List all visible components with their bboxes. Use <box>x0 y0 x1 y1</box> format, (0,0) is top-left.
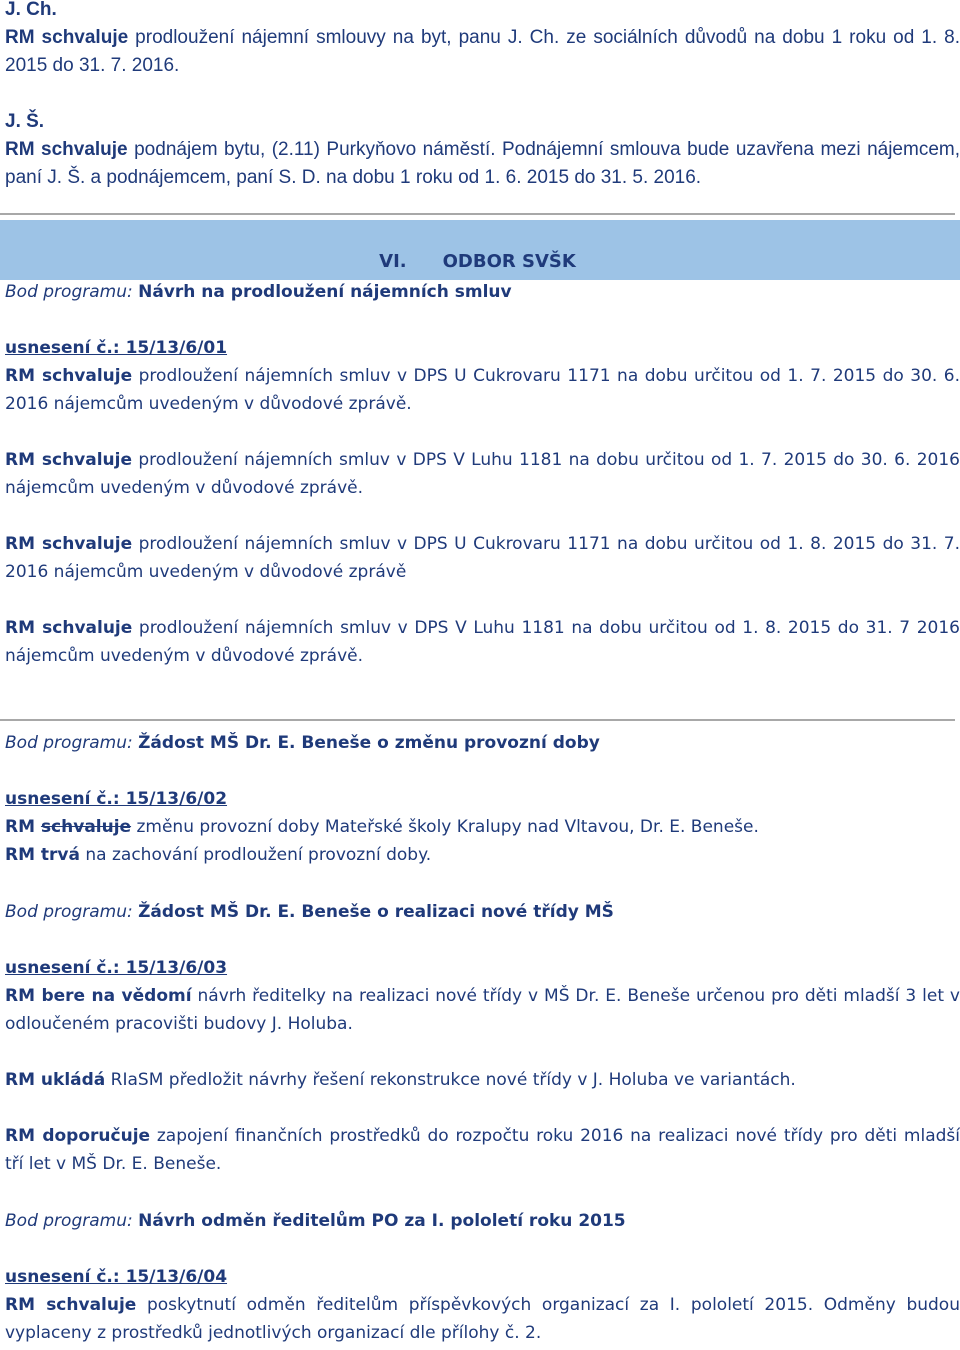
resolution-body: podnájem bytu, (2.11) Purkyňovo náměstí. Podnájemní smlouva bude uzavřena mezi nájemcem, paní J. Š. a podnájemcem, paní S. D. na dobu 1 roku od 1. 6. 2015 do 31. 5. 2016. <box>5 139 960 188</box>
resolution-number: usnesení č.: 15/13/6/03 <box>5 958 228 978</box>
paragraph-body: prodloužení nájemních smluv v DPS V Luhu 1181 na dobu určitou od 1. 8. 2015 do 31. 7 2016 nájemcům uvedeným v důvodové zprávě. <box>5 618 960 666</box>
paragraph-body: na zachování prodloužení provozní doby. <box>80 845 432 865</box>
resolution-number: usnesení č.: 15/13/6/02 <box>5 789 228 809</box>
verb-bold: RM ukládá <box>5 1070 106 1090</box>
agenda-heading <box>5 898 960 926</box>
verb-bold: RM schvaluje <box>5 139 128 160</box>
paragraph-body: prodloužení nájemních smluv v DPS U Cukrovaru 1171 na dobu určitou od 1. 7. 2015 do 30. 6. 2016 nájemcům uvedeným v důvodové zprávě. <box>5 366 960 414</box>
agenda-label: Bod programu: <box>5 282 139 302</box>
agenda-heading <box>5 1207 960 1235</box>
agenda-label: Bod programu: <box>5 902 139 922</box>
agenda-title: Žádost MŠ Dr. E. Beneše o změnu provozní doby <box>138 733 600 753</box>
resolution-paragraph <box>5 614 960 670</box>
agenda-item-3 <box>5 898 960 1178</box>
paragraph-body: prodloužení nájemních smluv v DPS V Luhu 1181 na dobu určitou od 1. 7. 2015 do 30. 6. 2016 nájemcům uvedeným v důvodové zprávě. <box>5 450 960 498</box>
agenda-heading <box>5 278 960 306</box>
paragraph-body: návrh ředitelky na realizaci nové třídy v MŠ Dr. E. Beneše určenou pro děti mladší 3 let v odloučeném pracovišti budovy J. Holuba. <box>5 986 960 1034</box>
divider <box>0 213 955 215</box>
verb-bold: RM schvaluje <box>5 366 133 386</box>
resolution-paragraph <box>5 362 960 418</box>
resolution-paragraph <box>5 841 960 869</box>
paragraph-body: změnu provozní doby Mateřské školy Kralupy nad Vltavou, Dr. E. Beneše. <box>131 817 759 837</box>
agenda-item-1 <box>5 278 960 670</box>
agenda-label: Bod programu: <box>5 1211 139 1231</box>
resolution-paragraph <box>5 1122 960 1178</box>
agenda-label: Bod programu: <box>5 733 139 753</box>
verb-bold: RM schvaluje <box>5 1295 137 1315</box>
resolution-text-1 <box>5 24 960 80</box>
verb-bold: RM schvaluje <box>5 534 133 554</box>
agenda-title: Návrh odměn ředitelům PO za I. pololetí roku 2015 <box>138 1211 626 1231</box>
verb-bold: RM <box>5 817 41 837</box>
section-heading <box>0 251 955 272</box>
resolution-body: prodloužení nájemní smlouvy na byt, panu J. Ch. ze sociálních důvodů na dobu 1 roku od 1. 8. 2015 do 31. 7. 2016. <box>5 27 960 76</box>
verb-bold: RM schvaluje <box>5 618 133 638</box>
verb-bold: RM trvá <box>5 845 80 865</box>
tenant-name-2: J. Š. <box>5 111 45 132</box>
resolution-text-2 <box>5 136 960 192</box>
resolution-paragraph <box>5 1291 960 1347</box>
agenda-item-2 <box>5 729 960 869</box>
resolution-paragraph <box>5 813 960 841</box>
agenda-title: Žádost MŠ Dr. E. Beneše o realizaci nové třídy MŠ <box>138 902 614 922</box>
resolution-number: usnesení č.: 15/13/6/01 <box>5 338 228 358</box>
agenda-title: Návrh na prodloužení nájemních smluv <box>138 282 512 302</box>
agenda-heading <box>5 729 960 757</box>
section-number: VI. <box>379 251 407 272</box>
verb-bold: RM doporučuje <box>5 1126 151 1146</box>
verb-bold: RM schvaluje <box>5 450 133 470</box>
agenda-item-4 <box>5 1207 960 1347</box>
resolution-paragraph <box>5 982 960 1038</box>
resolution-paragraph <box>5 530 960 586</box>
resolution-number: usnesení č.: 15/13/6/04 <box>5 1267 228 1287</box>
verb-bold: RM bere na vědomí <box>5 986 192 1006</box>
resolution-paragraph <box>5 1066 960 1094</box>
paragraph-body: RIaSM předložit návrhy řešení rekonstrukce nové třídy v J. Holuba ve variantách. <box>105 1070 796 1090</box>
tenant-name-1: J. Ch. <box>5 0 57 20</box>
section-title: ODBOR SVŠK <box>442 251 576 272</box>
paragraph-body: zapojení finančních prostředků do rozpočtu roku 2016 na realizaci nové třídy pro děti mladší tří let v MŠ Dr. E. Beneše. <box>5 1126 960 1174</box>
paragraph-body: poskytnutí odměn ředitelům příspěvkových organizací za I. pololetí 2015. Odměny budou vyplaceny z prostředků jednotlivých organizací dle přílohy č. 2. <box>5 1295 960 1343</box>
paragraph-body: prodloužení nájemních smluv v DPS U Cukrovaru 1171 na dobu určitou od 1. 8. 2015 do 31. 7. 2016 nájemcům uvedeným v důvodové zprávě <box>5 534 960 582</box>
verb-bold: RM schvaluje <box>5 27 129 48</box>
divider <box>0 719 955 721</box>
struck-verb: schvaluje <box>40 817 132 837</box>
resolution-paragraph <box>5 446 960 502</box>
top-block <box>5 0 960 192</box>
